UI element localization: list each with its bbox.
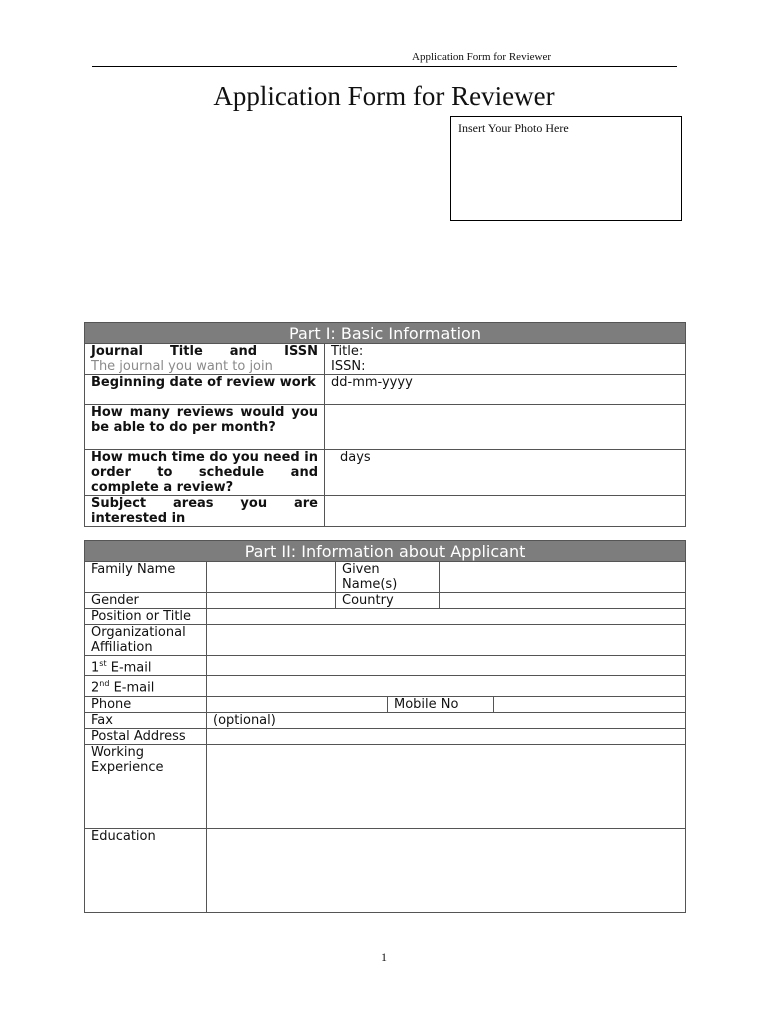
given-names-field[interactable]: [440, 562, 686, 593]
working-experience-label: Working Experience: [85, 744, 207, 828]
email1-field[interactable]: [207, 656, 686, 676]
email2-field[interactable]: [207, 676, 686, 696]
reviews-per-month-label: How many reviews would you be able to do per month?: [85, 405, 325, 450]
country-label: Country: [336, 593, 440, 609]
postal-address-label: Postal Address: [85, 728, 207, 744]
journal-title-label: Journal Title and ISSN The journal you want to join: [85, 344, 325, 375]
mobile-field[interactable]: [494, 696, 686, 712]
photo-placeholder-label: Insert Your Photo Here: [458, 121, 569, 135]
beginning-date-label: Beginning date of review work: [85, 375, 325, 405]
running-header: Application Form for Reviewer: [412, 51, 551, 63]
gender-label: Gender: [85, 593, 207, 609]
country-field[interactable]: [440, 593, 686, 609]
subject-areas-label: Subject areas you are interested in: [85, 496, 325, 527]
header-rule: [92, 66, 677, 67]
photo-placeholder[interactable]: [450, 116, 682, 221]
part2-table: [84, 540, 686, 913]
working-experience-field[interactable]: [207, 744, 686, 828]
fax-label: Fax: [85, 712, 207, 728]
journal-title-field[interactable]: [325, 344, 686, 375]
review-time-label: How much time do you need in order to schedule and complete a review?: [85, 450, 325, 496]
page-title: Application Form for Reviewer: [213, 81, 555, 111]
phone-field[interactable]: [207, 696, 388, 712]
postal-address-field[interactable]: [207, 728, 686, 744]
issn-prefix: ISSN:: [331, 359, 366, 374]
organization-field[interactable]: [207, 625, 686, 656]
page-number: 1: [381, 950, 387, 964]
family-name-label: Family Name: [85, 562, 207, 593]
family-name-field[interactable]: [207, 562, 336, 593]
journal-hint: The journal you want to join: [91, 359, 273, 374]
position-field[interactable]: [207, 609, 686, 625]
part1-table: [84, 322, 686, 527]
gender-field[interactable]: [207, 593, 336, 609]
position-label: Position or Title: [85, 609, 207, 625]
phone-label: Phone: [85, 696, 207, 712]
education-field[interactable]: [207, 828, 686, 912]
email2-label: 2nd E-mail: [85, 676, 207, 696]
fax-field[interactable]: (optional): [207, 712, 686, 728]
reviews-per-month-field[interactable]: [325, 405, 686, 450]
part1-heading: Part I: Basic Information: [85, 323, 686, 344]
review-time-field[interactable]: days: [325, 450, 686, 496]
subject-areas-field[interactable]: [325, 496, 686, 527]
given-names-label: Given Name(s): [336, 562, 440, 593]
email1-label: 1st E-mail: [85, 656, 207, 676]
beginning-date-field[interactable]: dd-mm-yyyy: [325, 375, 686, 405]
mobile-label: Mobile No: [388, 696, 494, 712]
title-prefix: Title:: [331, 344, 364, 359]
part2-heading: Part II: Information about Applicant: [85, 541, 686, 562]
education-label: Education: [85, 828, 207, 912]
organization-label: Organizational Affiliation: [85, 625, 207, 656]
